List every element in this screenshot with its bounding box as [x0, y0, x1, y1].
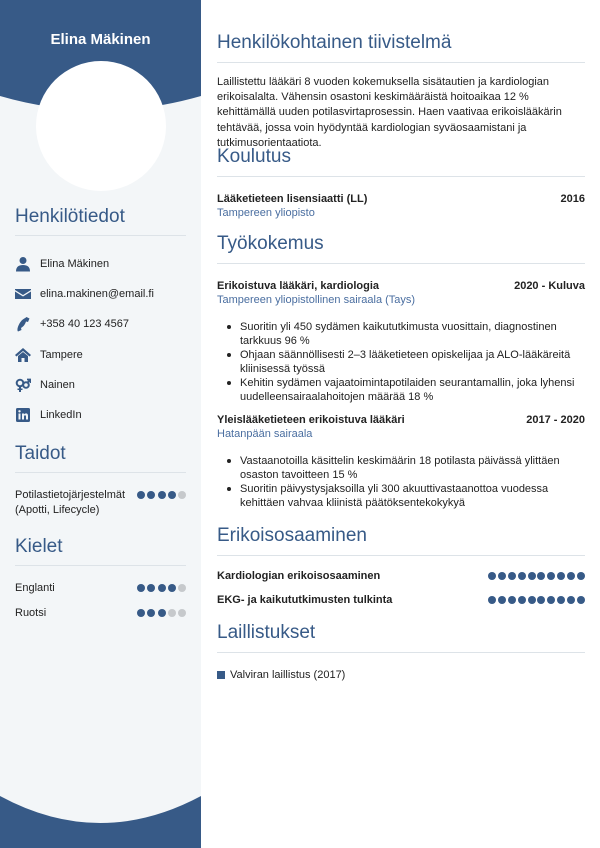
- achievement-item: Ohjaan säännöllisesti 2–3 lääketieteen opiskelijaa ja ALO-lääkäreitä kliinisessä työssä: [225, 348, 585, 376]
- expertise-section: [217, 525, 585, 612]
- section-title: Erikoisosaaminen: [217, 525, 585, 556]
- rating-dot-filled: [498, 596, 506, 604]
- rating-dot-empty: [168, 609, 176, 617]
- year: 2016: [560, 193, 585, 205]
- rating-dot-filled: [498, 572, 506, 580]
- entry-header: [217, 280, 585, 292]
- expertise-item: [217, 564, 585, 588]
- rating-dot-filled: [137, 584, 145, 592]
- language-rating: [137, 581, 186, 592]
- language-item: [15, 606, 186, 621]
- contact-text: +358 40 123 4567: [40, 318, 130, 331]
- candidate-name: Elina Mäkinen: [50, 31, 151, 48]
- achievement-list: [217, 320, 585, 404]
- section-title: Taidot: [15, 443, 186, 473]
- linkedin-icon: [15, 407, 31, 423]
- rating-dot-filled: [168, 584, 176, 592]
- rating-dot-filled: [488, 596, 496, 604]
- contact-list: [15, 249, 186, 430]
- rating-dot-empty: [178, 491, 186, 499]
- rating-dot-filled: [577, 596, 585, 604]
- contact-text: LinkedIn: [40, 409, 82, 422]
- rating-dot-filled: [557, 596, 565, 604]
- role: Yleislääketieteen erikoistuva lääkäri: [217, 414, 405, 426]
- personal-info-section: [15, 206, 186, 430]
- user-icon: [15, 256, 31, 272]
- section-title: Koulutus: [217, 146, 585, 177]
- rating-dot-filled: [567, 572, 575, 580]
- rating-dot-filled: [158, 584, 166, 592]
- summary-text: Laillistettu lääkäri 8 vuoden kokemuksella sisätautien ja kardiologian erikoisalalta. Vähensin osastoni keskimääräistä hoitoaikaa 12 % kehittämällä uuden potilasvirtaprosessin. Haen vaativaa erikoislääkärin tehtävää, jossa voin hyödyntää kardiologian syväosaamistani ja tutkimusorientaatiota.: [217, 76, 562, 149]
- school: Tampereen yliopisto: [217, 207, 315, 219]
- language-rating: [137, 606, 186, 617]
- rating-dot-filled: [147, 491, 155, 499]
- rating-dot-filled: [488, 572, 496, 580]
- achievement-item: Suoritin päivystysjaksoilla yli 300 akuuttivastaanottoa vuodessa kehittäen vahvaa kliinistä päätöksentekokykyä: [225, 482, 585, 510]
- degree: Lääketieteen lisensiaatti (LL): [217, 193, 368, 205]
- phone-icon: [15, 316, 31, 332]
- rating-dot-filled: [537, 572, 545, 580]
- license-text: Valviran laillistus (2017): [230, 669, 346, 681]
- education-entry: [217, 193, 585, 219]
- achievement-item: Kehitin sydämen vajaatoimintapotilaiden seurantamallin, joka lyhensi uudelleensairaalahoitojen määrää 18 %: [225, 376, 585, 404]
- rating-dot-filled: [518, 596, 526, 604]
- expertise-rating: [488, 596, 585, 604]
- language-label: Ruotsi: [15, 607, 47, 619]
- period: 2020 - Kuluva: [514, 280, 585, 292]
- rating-dot-filled: [518, 572, 526, 580]
- rating-dot-filled: [158, 491, 166, 499]
- skill-item: [15, 488, 186, 518]
- rating-dot-filled: [547, 596, 555, 604]
- experience-section: [217, 233, 585, 510]
- rating-dot-filled: [137, 491, 145, 499]
- entry-header: [217, 414, 585, 426]
- entry-header: [217, 193, 585, 205]
- section-title: Kielet: [15, 536, 186, 566]
- rating-dot-filled: [147, 609, 155, 617]
- home-icon: [15, 347, 31, 363]
- footer-arc-shape: [0, 788, 201, 848]
- skill-label: Potilastietojärjestelmät (Apotti, Lifecycle): [15, 489, 126, 516]
- rating-dot-filled: [508, 596, 516, 604]
- rating-dot-filled: [528, 596, 536, 604]
- expertise-label: EKG- ja kaikututkimusten tulkinta: [217, 594, 393, 606]
- rating-dot-filled: [158, 609, 166, 617]
- achievement-item: Vastaanotoilla käsittelin keskimäärin 18 potilasta päivässä ylittäen osaston tavoitteen 15 %: [225, 454, 585, 482]
- section-title: Henkilökohtainen tiivistelmä: [217, 32, 585, 63]
- achievement-item: Suoritin yli 450 sydämen kaikututkimusta vuosittain, diagnostinen tarkkuus 96 %: [225, 320, 585, 348]
- contact-phone[interactable]: [15, 309, 186, 339]
- achievement-list: [217, 454, 585, 510]
- contact-name: [15, 249, 186, 279]
- envelope-icon: [15, 286, 31, 302]
- gender-icon: [15, 377, 31, 393]
- expertise-label: Kardiologian erikoisosaaminen: [217, 570, 381, 582]
- contact-email[interactable]: [15, 279, 186, 309]
- rating-dot-empty: [178, 584, 186, 592]
- rating-dot-filled: [567, 596, 575, 604]
- rating-dot-filled: [557, 572, 565, 580]
- education-section: [217, 146, 585, 219]
- contact-text: Nainen: [40, 378, 75, 391]
- section-title: Henkilötiedot: [15, 206, 186, 236]
- experience-entry: [217, 280, 585, 404]
- skills-section: [15, 443, 186, 518]
- period: 2017 - 2020: [526, 414, 585, 426]
- contact-gender: [15, 370, 186, 400]
- profile-photo-placeholder: [36, 61, 166, 191]
- summary-section: [217, 32, 585, 151]
- rating-dot-filled: [168, 491, 176, 499]
- rating-dot-filled: [137, 609, 145, 617]
- rating-dot-filled: [537, 596, 545, 604]
- language-item: [15, 581, 186, 596]
- section-title: Laillistukset: [217, 622, 585, 653]
- role: Erikoistuva lääkäri, kardiologia: [217, 280, 380, 292]
- licenses-section: [217, 622, 585, 681]
- license-item: [217, 669, 585, 681]
- rating-dot-filled: [577, 572, 585, 580]
- rating-dot-filled: [147, 584, 155, 592]
- rating-dot-filled: [508, 572, 516, 580]
- sidebar: [0, 0, 201, 848]
- contact-text: Tampere: [40, 348, 83, 361]
- contact-text: elina.makinen@email.fi: [40, 288, 154, 301]
- square-bullet-icon: [217, 671, 225, 679]
- rating-dot-empty: [178, 609, 186, 617]
- employer: Hatanpään sairaala: [217, 428, 313, 440]
- contact-linkedin[interactable]: [15, 400, 186, 430]
- skill-rating: [137, 488, 186, 499]
- language-label: Englanti: [15, 582, 55, 594]
- experience-entry: [217, 414, 585, 510]
- contact-text: Elina Mäkinen: [40, 258, 110, 271]
- expertise-item: [217, 588, 585, 612]
- section-title: Työkokemus: [217, 233, 585, 264]
- employer: Tampereen yliopistollinen sairaala (Tays): [217, 294, 416, 306]
- rating-dot-filled: [528, 572, 536, 580]
- languages-section: [15, 536, 186, 621]
- contact-location: [15, 340, 186, 370]
- rating-dot-filled: [547, 572, 555, 580]
- expertise-rating: [488, 572, 585, 580]
